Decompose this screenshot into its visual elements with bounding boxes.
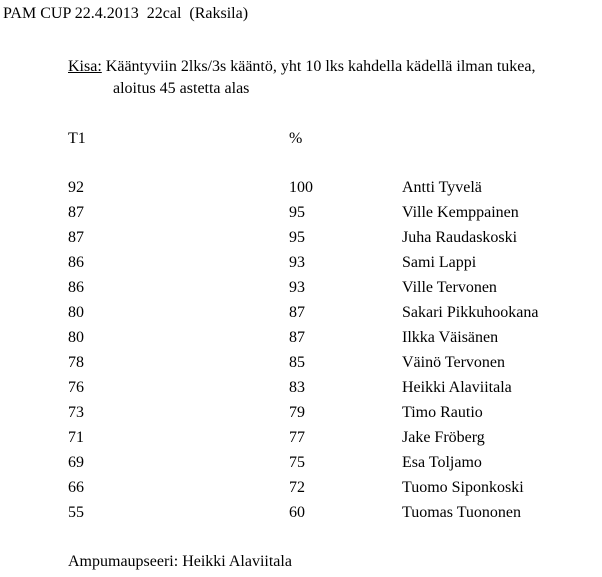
result-row bbox=[0, 478, 602, 503]
results-list bbox=[0, 178, 602, 528]
result-t1: 87 bbox=[68, 229, 84, 246]
result-name: Timo Rautio bbox=[402, 404, 483, 421]
result-percent: 87 bbox=[289, 329, 305, 346]
task-description bbox=[68, 56, 598, 100]
result-t1: 86 bbox=[68, 254, 84, 271]
result-name: Sami Lappi bbox=[402, 254, 477, 271]
result-row bbox=[0, 178, 602, 203]
result-percent: 93 bbox=[289, 254, 305, 271]
result-t1: 80 bbox=[68, 329, 84, 346]
result-percent: 85 bbox=[289, 354, 305, 371]
result-row bbox=[0, 278, 602, 303]
result-row bbox=[0, 303, 602, 328]
result-t1: 71 bbox=[68, 429, 84, 446]
result-t1: 76 bbox=[68, 379, 84, 396]
column-header-t1: T1 bbox=[68, 130, 86, 147]
result-name: Ilkka Väisänen bbox=[402, 329, 499, 346]
result-percent: 95 bbox=[289, 204, 305, 221]
task-line-2: aloitus 45 astetta alas bbox=[113, 80, 250, 97]
task-label: Kisa: bbox=[68, 58, 102, 75]
result-name: Juha Raudaskoski bbox=[402, 229, 518, 246]
result-name: Esa Toljamo bbox=[402, 454, 482, 471]
result-t1: 92 bbox=[68, 179, 84, 196]
result-name: Antti Tyvelä bbox=[402, 179, 482, 196]
result-percent: 93 bbox=[289, 279, 305, 296]
result-row bbox=[0, 328, 602, 353]
result-t1: 86 bbox=[68, 279, 84, 296]
result-name: Tuomo Siponkoski bbox=[402, 479, 524, 496]
result-row bbox=[0, 353, 602, 378]
result-name: Väinö Tervonen bbox=[402, 354, 505, 371]
result-name: Heikki Alaviitala bbox=[402, 379, 512, 396]
result-name: Sakari Pikkuhookana bbox=[402, 304, 539, 321]
result-row bbox=[0, 503, 602, 528]
result-name: Jake Fröberg bbox=[402, 429, 485, 446]
result-t1: 55 bbox=[68, 504, 84, 521]
result-row bbox=[0, 378, 602, 403]
result-percent: 83 bbox=[289, 379, 305, 396]
result-t1: 78 bbox=[68, 354, 84, 371]
result-row bbox=[0, 228, 602, 253]
result-percent: 87 bbox=[289, 304, 305, 321]
result-row bbox=[0, 453, 602, 478]
result-percent: 77 bbox=[289, 429, 305, 446]
result-t1: 80 bbox=[68, 304, 84, 321]
result-t1: 66 bbox=[68, 479, 84, 496]
result-t1: 73 bbox=[68, 404, 84, 421]
result-row bbox=[0, 403, 602, 428]
result-percent: 75 bbox=[289, 454, 305, 471]
result-t1: 87 bbox=[68, 204, 84, 221]
range-officer: Ampumaupseeri: Heikki Alaviitala bbox=[68, 553, 292, 570]
task-line-1 bbox=[68, 56, 598, 78]
result-row bbox=[0, 428, 602, 453]
result-percent: 79 bbox=[289, 404, 305, 421]
result-row bbox=[0, 253, 602, 278]
document-title: PAM CUP 22.4.2013 22cal (Raksila) bbox=[3, 5, 249, 22]
result-name: Tuomas Tuononen bbox=[402, 504, 522, 521]
result-percent: 95 bbox=[289, 229, 305, 246]
result-percent: 72 bbox=[289, 479, 305, 496]
result-name: Ville Kemppainen bbox=[402, 204, 519, 221]
result-percent: 100 bbox=[289, 179, 313, 196]
result-t1: 69 bbox=[68, 454, 84, 471]
column-header-percent: % bbox=[289, 130, 303, 147]
task-text-1: Kääntyviin 2lks/3s kääntö, yht 10 lks kahdella kädellä ilman tukea, bbox=[101, 58, 536, 75]
result-row bbox=[0, 203, 602, 228]
result-percent: 60 bbox=[289, 504, 305, 521]
result-name: Ville Tervonen bbox=[402, 279, 497, 296]
